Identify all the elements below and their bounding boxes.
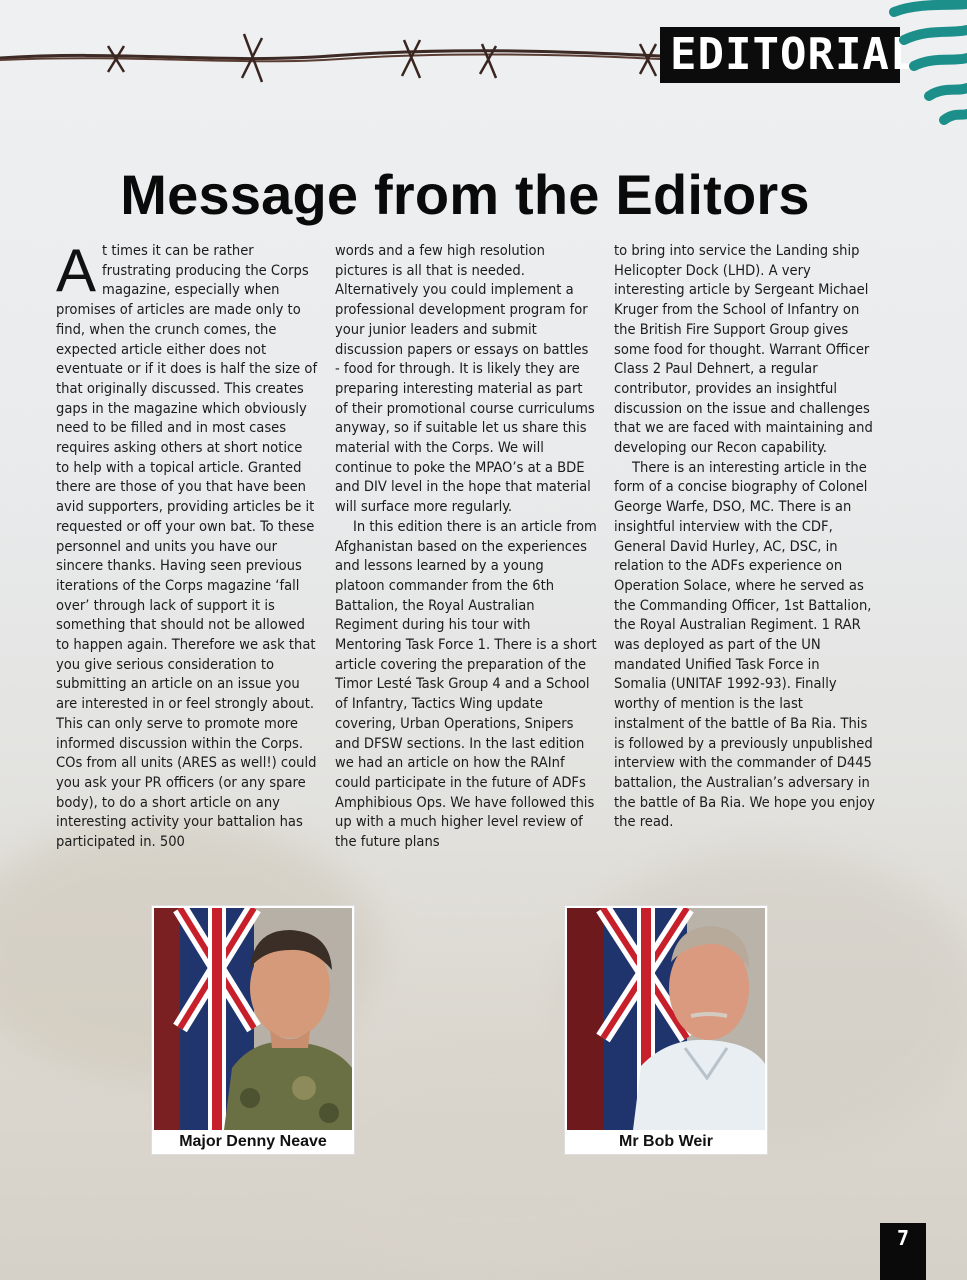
section-tag: EDITORIAL — [660, 27, 900, 83]
drop-cap: A — [56, 237, 97, 304]
editor-photo-card — [151, 905, 355, 1155]
article-column-1 — [56, 237, 318, 852]
barbed-wire-graphic — [0, 20, 660, 90]
article-column-2 — [335, 241, 597, 852]
page-number: 7 — [880, 1223, 926, 1280]
portrait-photo — [154, 908, 352, 1130]
article-paragraph: t times it can be rather frustrating producing the Corps magazine, especially when promises of articles are made only to find, when the crunch comes, the expected article either does not eventuate or if it does is half the size of that originally discussed. This creates gaps in the magazine which obviously need to be filled and in most cases requires asking others at short notice to help with a topical article. Granted there are those of you that have been avid supporters, providing articles be it requested or off your own bat. To these personnel and units you have our sincere thanks. Having seen previous iterations of the Corps magazine ‘fall over’ through lack of support it is something that should not be allowed to happen again. Therefore we ask that you give serious consideration to submitting an article on an issue you are interested in or feel strongly about. This can only serve to promote more informed discussion within the Corps. COs from all units (ARES as well!) could you ask your PR officers (or any spare body), to do a short article on any interesting activity your battalion has participated in. 500 — [56, 242, 318, 851]
article-paragraph: In this edition there is an article from Afghanistan based on the experiences and lessons learned by a young platoon commander from the 6th Battalion, the Royal Australian Regiment during his tour with Mentoring Task Force 1. There is a short article covering the preparation of the Timor Lesté Task Group 4 and a School of Infantry, Tactics Wing update covering, Urban Operations, Snipers and DFSW sections. In the last edition we had an article on how the RAInf could participate in the future of ADFs Amphibious Ops. We have followed this up with a much higher level review of the future plans — [335, 517, 597, 851]
portrait-photo — [567, 908, 765, 1130]
photo-caption: Mr Bob Weir — [619, 1133, 713, 1150]
teal-brush-swirl-graphic — [874, 0, 967, 130]
article-paragraph: words and a few high resolution pictures is all that is needed. Alternatively you could implement a professional development program for your junior leaders and submit discussion papers or essays on battles - food for through. It is likely they are preparing interesting material as part of their promotional course curriculums anyway, so if suitable let us share this material with the Corps. We will continue to poke the MPAO’s at a BDE and DIV level in the hope that material will surface more regularly. — [335, 242, 595, 516]
editor-photo-card — [564, 905, 768, 1155]
page-title: Message from the Editors — [120, 163, 810, 226]
photo-caption: Major Denny Neave — [179, 1133, 327, 1150]
article-paragraph: to bring into service the Landing ship Helicopter Dock (LHD). A very interesting article by Sergeant Michael Kruger from the School of Infantry on the British Fire Support Group gives some food for thought. Warrant Officer Class 2 Paul Dehnert, a regular contributor, provides an insightful discussion on the issue and challenges that we are faced with maintaining and developing our Recon capability. — [614, 242, 873, 457]
article-paragraph: There is an interesting article in the form of a concise biography of Colonel George Warfe, DSO, MC. There is an insightful interview with the CDF, General David Hurley, AC, DSC, in relation to the ADFs experience on Operation Solace, where he served as the Commanding Officer, 1st Battalion, the Royal Australian Regiment. 1 RAR was deployed as part of the UN mandated Unified Task Force in Somalia (UNITAF 1992-93). Finally worthy of mention is the last instalment of the battle of Ba Ria. This is followed by a previously unpublished interview with the commander of D445 battalion, the Australian’s adversary in the battle of Ba Ria. We hope you enjoy the read. — [614, 458, 875, 831]
article-column-3 — [614, 241, 876, 832]
